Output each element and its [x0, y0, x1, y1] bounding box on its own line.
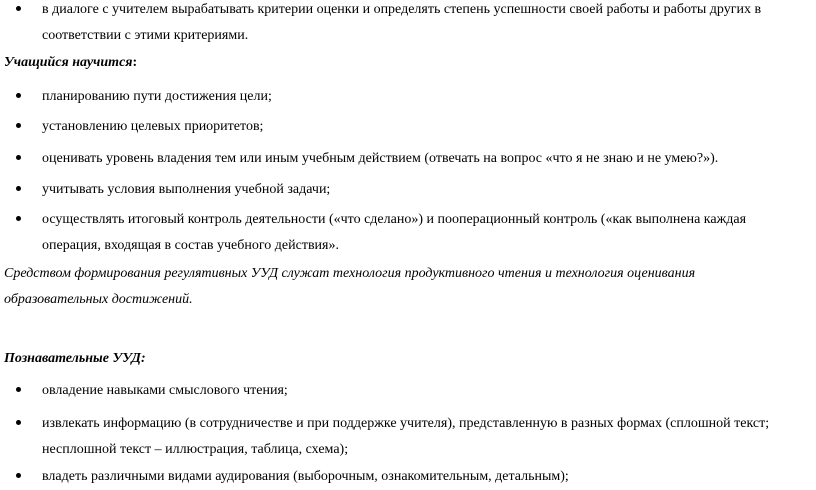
list-item: [42, 378, 802, 404]
bullet-icon: [16, 93, 21, 98]
bullet-icon: [16, 420, 21, 425]
list-item-text: в диалоге с учителем вырабатывать критерии оценки и определять степень успешности своей работы и работы других в соответствии с этими критериями.: [42, 2, 762, 43]
list-item: [42, 411, 802, 463]
list-item-text: учитывать условия выполнения учебной задачи;: [42, 182, 331, 197]
list-item: [42, 464, 802, 490]
list-item-text: извлекать информацию (в сотрудничестве и при поддержке учителя), представленную в разных формах (сплошной текст; несплошной текст – иллюстрация, таблица, схема);: [42, 416, 770, 457]
list-item-text: овладение навыками смыслового чтения;: [42, 383, 288, 398]
list-item-text: владеть различными видами аудирования (выборочным, ознакомительным, детальным);: [42, 469, 569, 484]
heading-text: Учащийся научится: [4, 55, 133, 70]
bullet-icon: [16, 387, 21, 392]
list-item-text: осуществлять итоговый контроль деятельности («что сделано») и пооперационный контроль («как выполнена каждая операция, входящая в состав учебного действия».: [42, 212, 747, 253]
bullet-icon: [16, 216, 21, 221]
section-heading-cognitive: Познавательные УУД:: [4, 351, 146, 366]
section-heading-learner: [4, 50, 137, 76]
list-item: [42, 114, 802, 140]
list-item: [42, 207, 802, 259]
list-item: [42, 0, 802, 49]
bullet-icon: [16, 6, 21, 11]
bullet-icon: [16, 155, 21, 160]
list-item-text: установлению целевых приоритетов;: [42, 119, 264, 134]
list-item-text: планированию пути достижения цели;: [42, 89, 272, 104]
bullet-icon: [16, 473, 21, 478]
list-item: [42, 177, 802, 203]
list-item: [42, 146, 802, 172]
heading-suffix: :: [132, 55, 138, 70]
bullet-icon: [16, 186, 21, 191]
regulatory-note: Средством формирования регулятивных УУД служат технология продуктивного чтения и технология оценивания образовательных достижений.: [4, 266, 696, 307]
bullet-icon: [16, 123, 21, 128]
list-item-text: оценивать уровень владения тем или иным учебным действием (отвечать на вопрос «что я не знаю и не умею?»).: [42, 151, 719, 166]
list-item: [42, 84, 802, 110]
